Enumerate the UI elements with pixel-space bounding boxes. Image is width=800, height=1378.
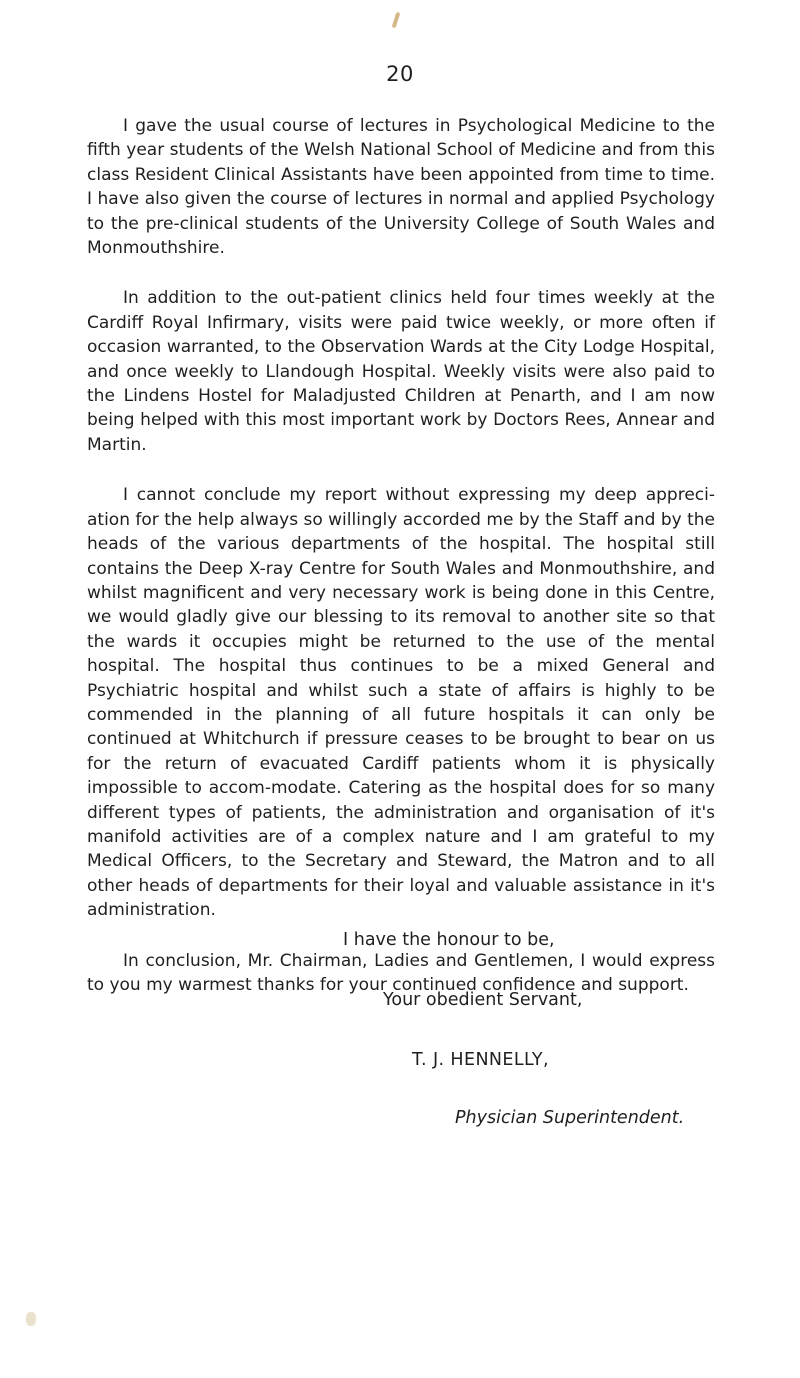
signoff-name: T. J. HENNELLY, bbox=[412, 1050, 549, 1070]
paragraph-lectures: I gave the usual course of lectures in Psychological Medicine to the fifth year students of the Welsh National School of Medicine and from this class Resident Clinical Assistants have been appointed from time to time. I have also given the course of lectures in normal and applied Psychology to the pre-clinical students of the University College of South Wales and Monmouthshire. bbox=[87, 116, 715, 259]
signoff-title: Physician Superintendent. bbox=[455, 1108, 685, 1128]
report-body bbox=[87, 114, 715, 1023]
paragraph-conclusion: In conclusion, Mr. Chairman, Ladies and Gentlemen, I would express to you my warmest thanks for your continued confidence and support. bbox=[87, 950, 715, 995]
paper-blot bbox=[26, 1312, 36, 1326]
signoff-honour: I have the honour to be, bbox=[343, 930, 555, 950]
paragraph-clinics: In addition to the out-patient clinics held four times weekly at the Cardiff Royal Infirmary, visits were paid twice weekly, or more often if occasion warranted, to the Observation Wards at the City Lodge Hospital, and once weekly to Llandough Hospital. Weekly visits were also paid to the Lindens Hostel for Maladjusted Children at Penarth, and I am now being helped with this most important work by Doctors Rees, Annear and Martin. bbox=[87, 288, 715, 455]
stray-ink-mark bbox=[392, 12, 401, 28]
signoff-servant: Your obedient Servant, bbox=[383, 990, 583, 1010]
page-number: 20 bbox=[386, 62, 414, 86]
paragraph-appreciation: I cannot conclude my report without expressing my deep appreci-ation for the help always so willingly accorded me by the Staff and by the heads of the various departments of the hospital. The hospital still contains the Deep X-ray Centre for South Wales and Monmouthshire, and whilst magnificent and very necessary work is being done in this Centre, we would gladly give our blessing to its removal to another site so that the wards it occupies might be returned to the use of the mental hospital. The hospital thus continues to be a mixed General and Psychiatric hospital and whilst such a state of affairs is highly to be commended in the planning of all future hospitals it can only be continued at Whitchurch if pressure ceases to be brought to bear on us for the return of evacuated Cardiff patients whom it is physically impossible to accom-modate. Catering as the hospital does for so many different types of patients, the administration and organisation of it's manifold activities are of a complex nature and I am grateful to my Medical Officers, to the Secretary and Steward, the Matron and to all other heads of departments for their loyal and valuable assistance in it's administration. bbox=[87, 485, 715, 921]
